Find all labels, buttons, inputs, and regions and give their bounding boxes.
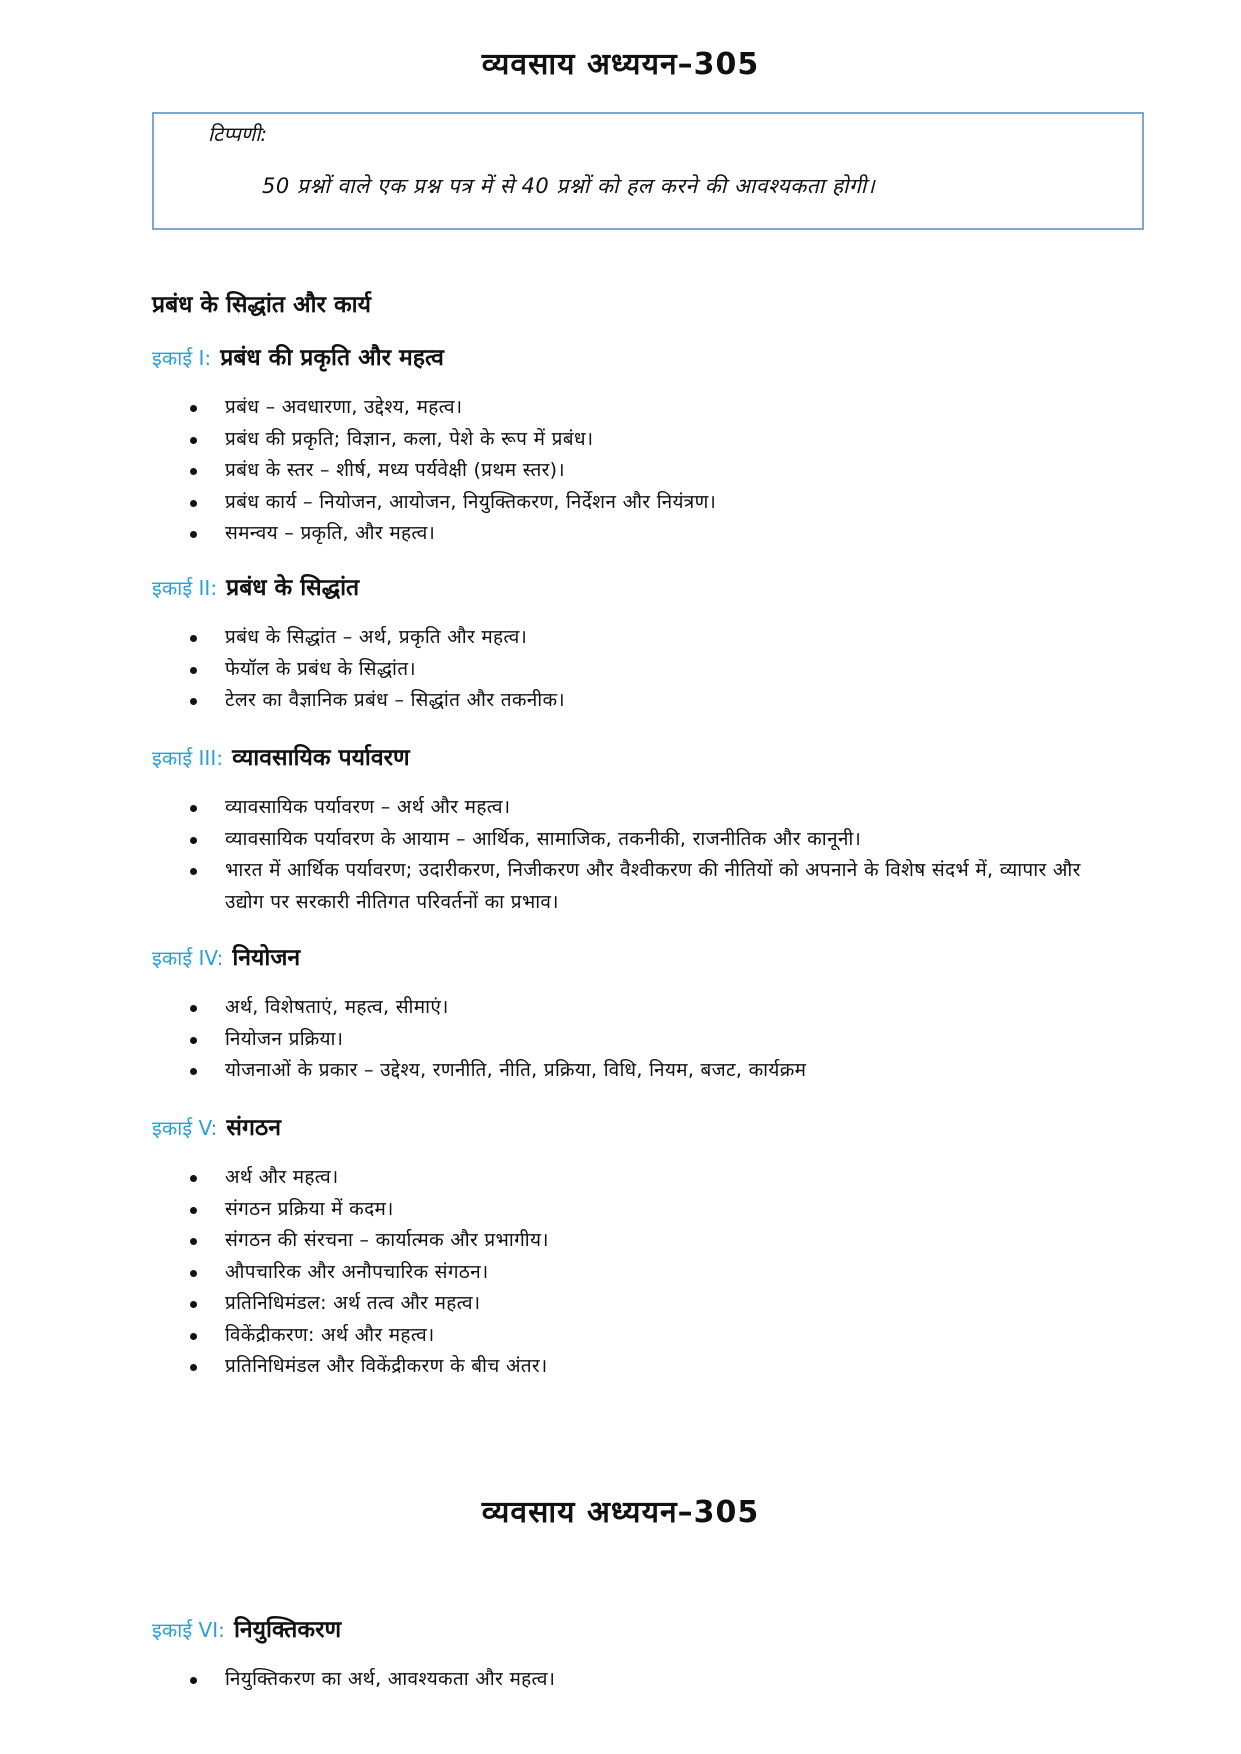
unit-label: इकाई IV: (152, 946, 224, 970)
unit-title: संगठन (226, 1115, 282, 1141)
page-title-2: व्यवसाय अध्ययन–305 (481, 1495, 760, 1530)
list-item: प्रबंध के सिद्धांत – अर्थ, प्रकृति और महत्व। (190, 622, 1110, 654)
unit-title: प्रबंध के सिद्धांत (226, 575, 360, 601)
unit-topic-list-1 (190, 392, 1110, 550)
list-item: विकेंद्रीकरण: अर्थ और महत्व। (190, 1320, 1110, 1352)
list-item: फेयॉल के प्रबंध के सिद्धांत। (190, 654, 1110, 686)
unit-label: इकाई I: (152, 346, 212, 370)
bullet-icon (190, 1333, 197, 1340)
note-text: 50 प्रश्नों वाले एक प्रश्न पत्र में से 40 प्रश्नों को हल करने की आवश्यकता होगी। (262, 174, 876, 198)
bullet-icon (190, 468, 197, 475)
list-item: भारत में आर्थिक पर्यावरण; उदारीकरण, निजीकरण और वैश्वीकरण की नीतियों को अपनाने के विशेष संदर्भ में, व्यापार और उद्योग पर सरकारी नीतिगत परिवर्तनों का प्रभाव। (190, 855, 1110, 918)
list-item: प्रबंध – अवधारणा, उद्देश्य, महत्व। (190, 392, 1110, 424)
bullet-icon (190, 531, 197, 538)
unit-heading-4 (152, 940, 300, 974)
note-label: टिप्पणी: (208, 122, 268, 146)
bullet-icon (190, 698, 197, 705)
unit-label: इकाई III: (152, 746, 223, 770)
note-box (152, 112, 1144, 230)
unit-title: व्यावसायिक पर्यावरण (232, 745, 410, 771)
unit-label: इकाई V: (152, 1116, 218, 1140)
bullet-icon (190, 437, 197, 444)
bullet-icon (190, 868, 197, 875)
list-item: व्यावसायिक पर्यावरण के आयाम – आर्थिक, सामाजिक, तकनीकी, राजनीतिक और कानूनी। (190, 824, 1110, 856)
bullet-icon (190, 1175, 197, 1182)
list-item: नियोजन प्रक्रिया। (190, 1024, 1110, 1056)
bullet-icon (190, 1270, 197, 1277)
list-item: औपचारिक और अनौपचारिक संगठन। (190, 1257, 1110, 1289)
list-item: प्रतिनिधिमंडल और विकेंद्रीकरण के बीच अंतर। (190, 1351, 1110, 1383)
page-title: व्यवसाय अध्ययन–305 (481, 47, 760, 82)
unit-title: नियुक्तिकरण (233, 1617, 342, 1643)
bullet-icon (190, 1037, 197, 1044)
bullet-icon (190, 635, 197, 642)
unit-topic-list-3 (190, 792, 1110, 918)
bullet-icon (190, 1068, 197, 1075)
bullet-icon (190, 500, 197, 507)
list-item: संगठन की संरचना – कार्यात्मक और प्रभागीय। (190, 1225, 1110, 1257)
bullet-icon (190, 1238, 197, 1245)
bullet-icon (190, 805, 197, 812)
bullet-icon (190, 1364, 197, 1371)
unit-topic-list-2 (190, 622, 1110, 717)
unit-label: इकाई VI: (152, 1618, 225, 1642)
bullet-icon (190, 1207, 197, 1214)
unit-topic-list-6 (190, 1664, 1110, 1696)
list-item: नियुक्तिकरण का अर्थ, आवश्यकता और महत्व। (190, 1664, 1110, 1696)
unit-heading-1 (152, 340, 444, 374)
list-item: व्यावसायिक पर्यावरण – अर्थ और महत्व। (190, 792, 1110, 824)
unit-title: प्रबंध की प्रकृति और महत्व (220, 345, 444, 371)
list-item: प्रबंध की प्रकृति; विज्ञान, कला, पेशे के रूप में प्रबंध। (190, 424, 1110, 456)
unit-label: इकाई II: (152, 576, 218, 600)
list-item: योजनाओं के प्रकार – उद्देश्य, रणनीति, नीति, प्रक्रिया, विधि, नियम, बजट, कार्यक्रम (190, 1055, 1110, 1087)
list-item: टेलर का वैज्ञानिक प्रबंध – सिद्धांत और तकनीक। (190, 685, 1110, 717)
unit-topic-list-4 (190, 992, 1110, 1087)
list-item: अर्थ, विशेषताएं, महत्व, सीमाएं। (190, 992, 1110, 1024)
bullet-icon (190, 1301, 197, 1308)
list-item: प्रबंध कार्य – नियोजन, आयोजन, नियुक्तिकरण, निर्देशन और नियंत्रण। (190, 487, 1110, 519)
bullet-icon (190, 667, 197, 674)
bullet-icon (190, 405, 197, 412)
unit-heading-3 (152, 740, 410, 774)
unit-title: नियोजन (232, 945, 301, 971)
list-item: समन्वय – प्रकृति, और महत्व। (190, 518, 1110, 550)
unit-topic-list-5 (190, 1162, 1110, 1383)
bullet-icon (190, 1677, 197, 1684)
section-title: प्रबंध के सिद्धांत और कार्य (152, 292, 371, 318)
list-item: संगठन प्रक्रिया में कदम। (190, 1194, 1110, 1226)
list-item: अर्थ और महत्व। (190, 1162, 1110, 1194)
unit-heading-2 (152, 570, 359, 604)
unit-heading-5 (152, 1110, 281, 1144)
unit-heading-6 (152, 1612, 341, 1646)
list-item: प्रतिनिधिमंडल: अर्थ तत्व और महत्व। (190, 1288, 1110, 1320)
bullet-icon (190, 837, 197, 844)
list-item: प्रबंध के स्तर – शीर्ष, मध्य पर्यवेक्षी (प्रथम स्तर)। (190, 455, 1110, 487)
bullet-icon (190, 1005, 197, 1012)
